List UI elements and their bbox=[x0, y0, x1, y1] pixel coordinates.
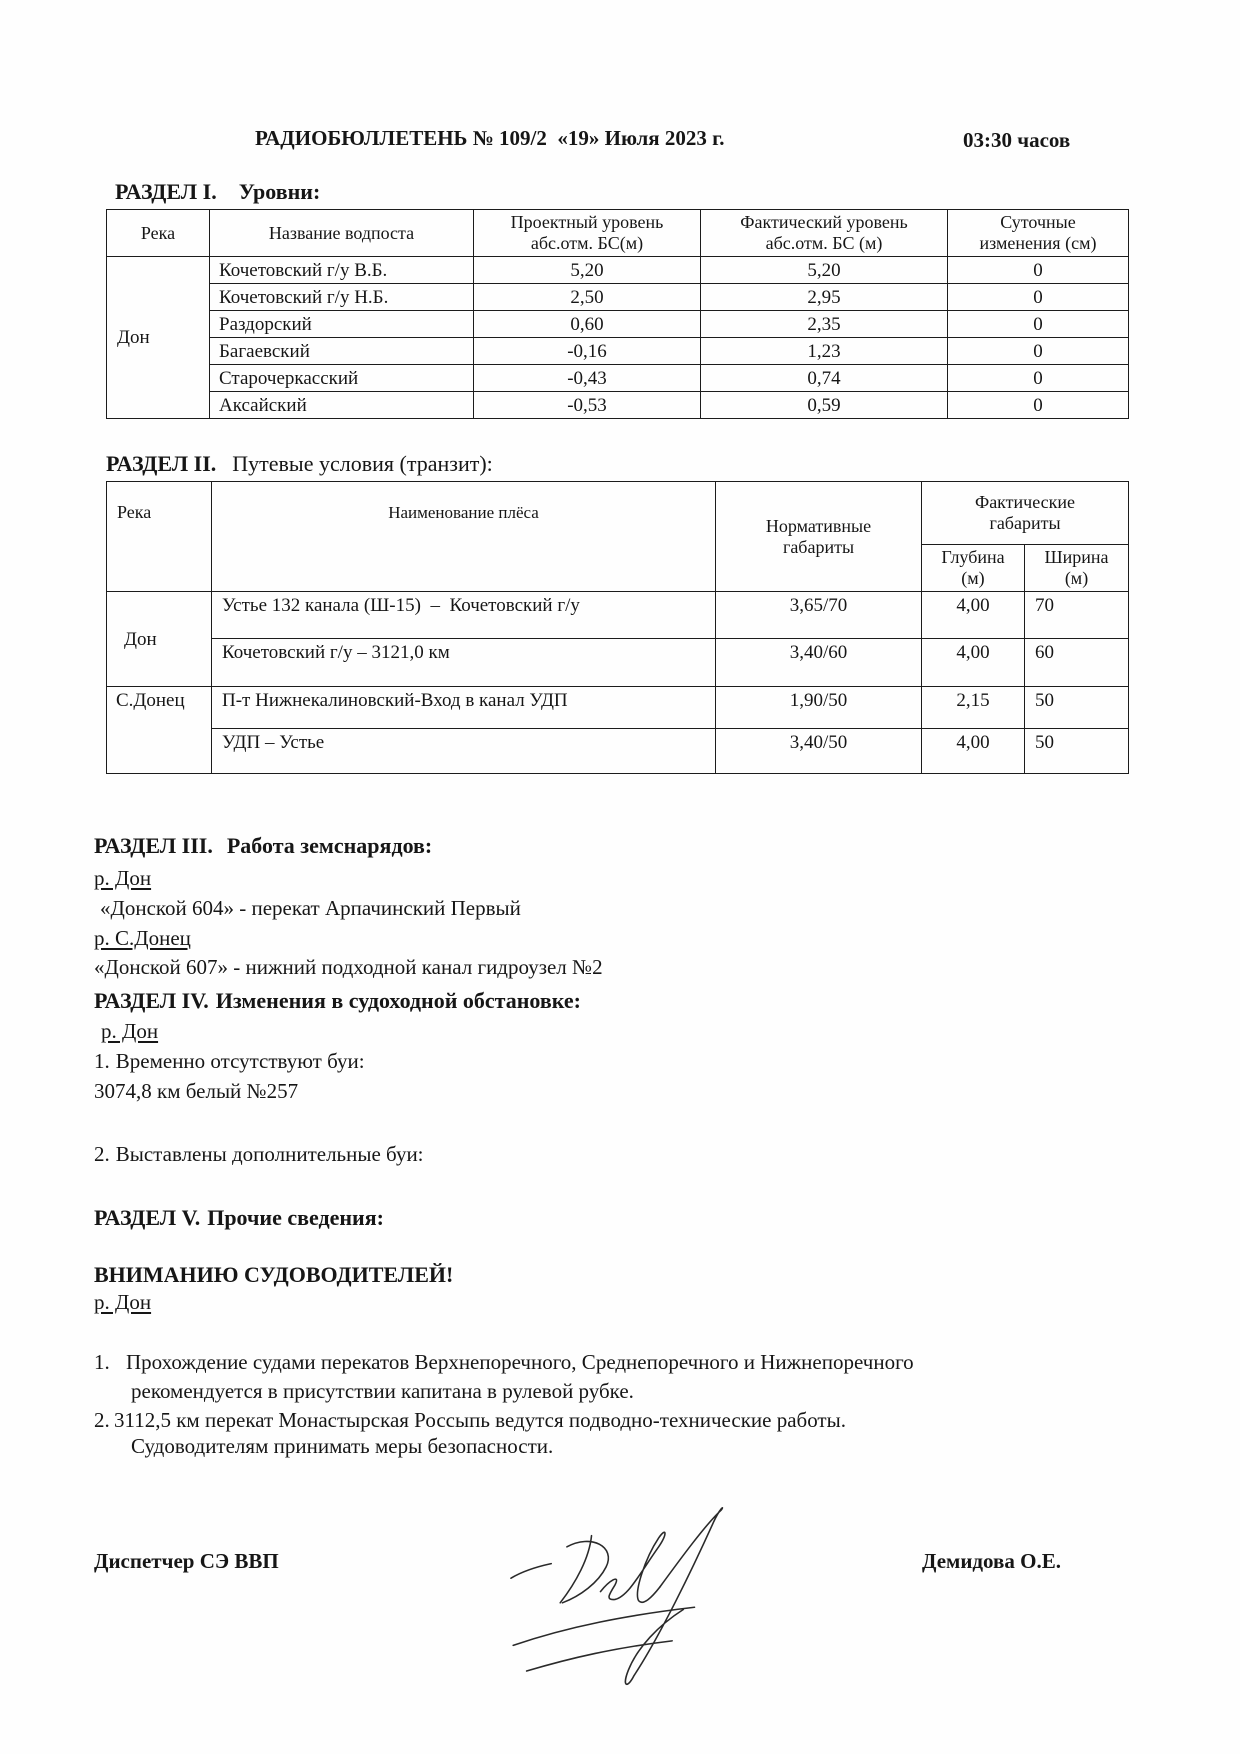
dredger-entry: «Донской 604» - перекат Арпачинский Первый bbox=[100, 896, 521, 920]
table-row bbox=[107, 311, 1129, 338]
item-number: 2. bbox=[94, 1142, 110, 1166]
actual-level: 1,23 bbox=[701, 338, 948, 365]
actual-level: 0,74 bbox=[701, 365, 948, 392]
design-level: -0,53 bbox=[474, 392, 701, 419]
actual-width: 50 bbox=[1025, 729, 1129, 774]
reach-name: Кочетовский г/у – 3121,0 км bbox=[212, 639, 716, 687]
col-header-river: Река bbox=[107, 482, 212, 592]
actual-level: 2,95 bbox=[701, 284, 948, 311]
section1-label: РАЗДЕЛ I. bbox=[115, 179, 217, 204]
reach-name: Устье 132 канала (Ш-15) – Кочетовский г/у bbox=[212, 592, 716, 639]
item-line: рекомендуется в присутствии капитана в рулевой рубке. bbox=[131, 1379, 634, 1403]
table-header-row bbox=[107, 210, 1129, 257]
col-header-design-level: Проектный уровень абс.отм. БС(м) bbox=[474, 210, 701, 257]
water-levels-table bbox=[106, 209, 1129, 419]
actual-level: 2,35 bbox=[701, 311, 948, 338]
river-cell: Дон bbox=[107, 592, 212, 687]
list-item bbox=[94, 1049, 365, 1073]
section1-heading bbox=[115, 180, 320, 204]
river-cell: С.Донец bbox=[107, 687, 212, 774]
col-header-actual-level: Фактический уровень абс.отм. БС (м) bbox=[701, 210, 948, 257]
station-name: Кочетовский г/у В.Б. bbox=[210, 257, 474, 284]
river-subheading: р. Дон bbox=[101, 1019, 159, 1043]
river-subheading: р. Дон bbox=[94, 866, 152, 890]
section5-title: Прочие сведения: bbox=[207, 1205, 384, 1230]
item-number: 1. bbox=[94, 1049, 110, 1073]
daily-change: 0 bbox=[948, 392, 1129, 419]
section4-label: РАЗДЕЛ IV. bbox=[94, 988, 209, 1013]
col-header-daily-change: Суточные изменения (см) bbox=[948, 210, 1129, 257]
item-number: 1. bbox=[94, 1350, 110, 1374]
section3-label: РАЗДЕЛ III. bbox=[94, 833, 213, 858]
bulletin-title: РАДИОБЮЛЛЕТЕНЬ № 109/2 «19» Июля 2023 г. bbox=[255, 126, 725, 150]
item-line: Судоводителям принимать меры безопасности. bbox=[131, 1434, 554, 1458]
section5-label: РАЗДЕЛ V. bbox=[94, 1205, 201, 1230]
daily-change: 0 bbox=[948, 311, 1129, 338]
item-text: Временно отсутствуют буи: bbox=[115, 1049, 365, 1073]
daily-change: 0 bbox=[948, 365, 1129, 392]
section2-label: РАЗДЕЛ II. bbox=[106, 451, 217, 476]
table-row bbox=[107, 257, 1129, 284]
signature bbox=[502, 1502, 737, 1698]
reach-name: П-т Нижнекалиновский-Вход в канал УДП bbox=[212, 687, 716, 729]
item-number: 2. bbox=[94, 1408, 110, 1432]
bulletin-time: 03:30 часов bbox=[963, 128, 1071, 152]
section3-title: Работа земснарядов: bbox=[226, 833, 433, 858]
table-row bbox=[107, 592, 1129, 639]
daily-change: 0 bbox=[948, 284, 1129, 311]
table-row bbox=[107, 284, 1129, 311]
route-conditions-table bbox=[106, 481, 1129, 774]
river-cell: Дон bbox=[107, 257, 210, 419]
table-row bbox=[107, 365, 1129, 392]
station-name: Раздорский bbox=[210, 311, 474, 338]
table-row bbox=[107, 338, 1129, 365]
col-header-depth: Глубина (м) bbox=[922, 545, 1025, 592]
item-line: 3112,5 км перекат Монастырская Россыпь ведутся подводно-технические работы. bbox=[114, 1408, 846, 1432]
reach-name: УДП – Устье bbox=[212, 729, 716, 774]
dredger-entry: «Донской 607» - нижний подходной канал гидроузел №2 bbox=[94, 955, 603, 979]
section4-heading bbox=[94, 989, 581, 1013]
design-level: 2,50 bbox=[474, 284, 701, 311]
station-name: Старочеркасский bbox=[210, 365, 474, 392]
daily-change: 0 bbox=[948, 257, 1129, 284]
section4-title: Изменения в судоходной обстановке: bbox=[215, 988, 581, 1013]
col-header-actual: Фактические габариты bbox=[922, 482, 1129, 545]
notice-heading: ВНИМАНИЮ СУДОВОДИТЕЛЕЙ! bbox=[94, 1262, 454, 1287]
station-name: Багаевский bbox=[210, 338, 474, 365]
signer-name: Демидова О.Е. bbox=[922, 1549, 1061, 1573]
table-row bbox=[107, 392, 1129, 419]
normative-dimensions: 3,40/60 bbox=[716, 639, 922, 687]
signer-position: Диспетчер СЭ ВВП bbox=[94, 1549, 279, 1573]
table-row bbox=[107, 729, 1129, 774]
col-header-width: Ширина (м) bbox=[1025, 545, 1129, 592]
actual-width: 50 bbox=[1025, 687, 1129, 729]
design-level: 0,60 bbox=[474, 311, 701, 338]
actual-width: 70 bbox=[1025, 592, 1129, 639]
col-header-river: Река bbox=[107, 210, 210, 257]
daily-change: 0 bbox=[948, 338, 1129, 365]
river-subheading: р. Дон bbox=[94, 1290, 152, 1314]
normative-dimensions: 1,90/50 bbox=[716, 687, 922, 729]
section3-heading bbox=[94, 834, 432, 858]
actual-level: 0,59 bbox=[701, 392, 948, 419]
station-name: Аксайский bbox=[210, 392, 474, 419]
table-row bbox=[107, 687, 1129, 729]
section1-title: Уровни: bbox=[238, 179, 321, 204]
actual-width: 60 bbox=[1025, 639, 1129, 687]
section5-heading bbox=[94, 1206, 384, 1230]
river-subheading: р. С.Донец bbox=[94, 926, 191, 950]
col-header-normative: Нормативные габариты bbox=[716, 482, 922, 592]
actual-depth: 4,00 bbox=[922, 729, 1025, 774]
normative-dimensions: 3,40/50 bbox=[716, 729, 922, 774]
col-header-reach: Наименование плёса bbox=[212, 482, 716, 592]
actual-depth: 4,00 bbox=[922, 639, 1025, 687]
actual-depth: 4,00 bbox=[922, 592, 1025, 639]
actual-depth: 2,15 bbox=[922, 687, 1025, 729]
table-header-row bbox=[107, 482, 1129, 545]
section2-title: Путевые условия (транзит): bbox=[232, 451, 493, 476]
list-item bbox=[94, 1142, 424, 1166]
col-header-station: Название водпоста bbox=[210, 210, 474, 257]
design-level: -0,43 bbox=[474, 365, 701, 392]
design-level: -0,16 bbox=[474, 338, 701, 365]
item-line: Прохождение судами перекатов Верхнепоречного, Среднепоречного и Нижнепоречного bbox=[126, 1350, 914, 1374]
section2-heading bbox=[106, 452, 493, 476]
item-text: Выставлены дополнительные буи: bbox=[115, 1142, 424, 1166]
design-level: 5,20 bbox=[474, 257, 701, 284]
normative-dimensions: 3,65/70 bbox=[716, 592, 922, 639]
actual-level: 5,20 bbox=[701, 257, 948, 284]
table-row bbox=[107, 639, 1129, 687]
station-name: Кочетовский г/у Н.Б. bbox=[210, 284, 474, 311]
buoy-detail: 3074,8 км белый №257 bbox=[94, 1079, 299, 1103]
